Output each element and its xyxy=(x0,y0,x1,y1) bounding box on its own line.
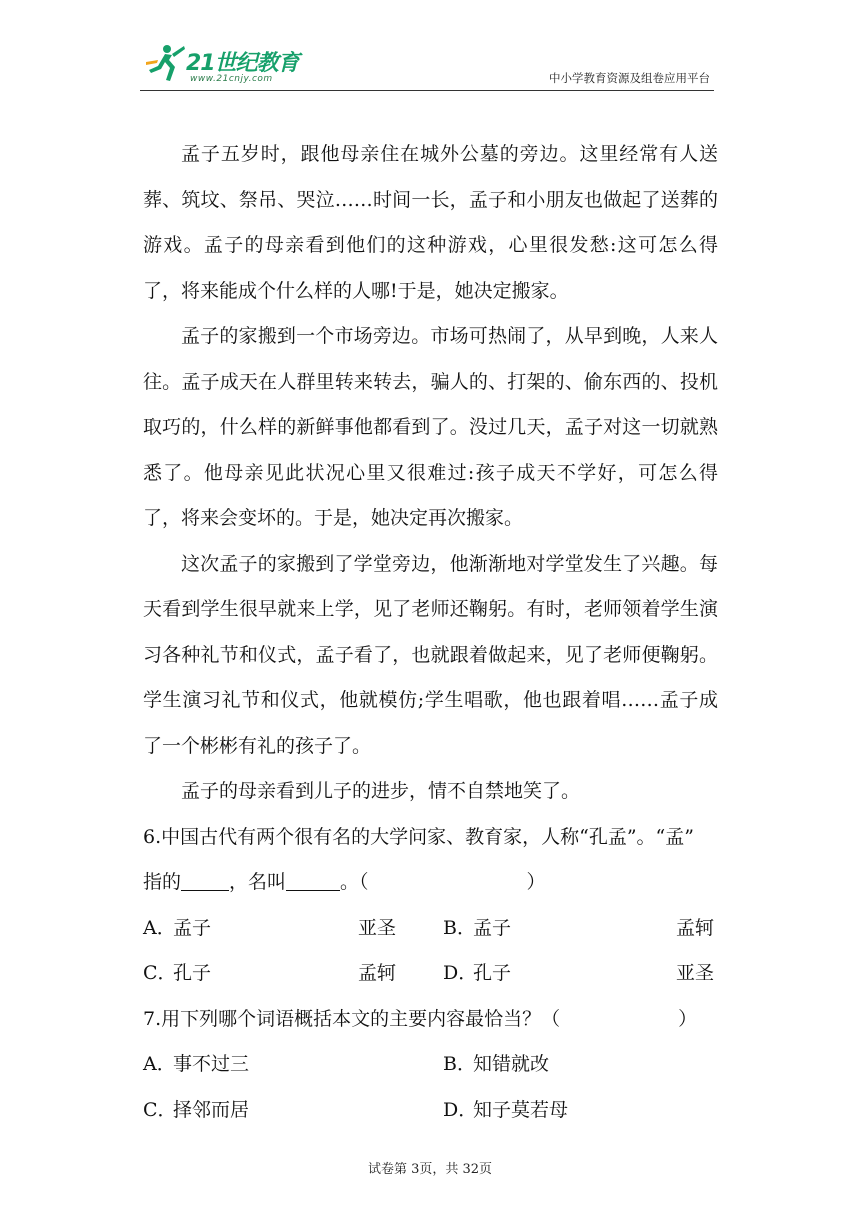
paragraph-1: 孟子五岁时，跟他母亲住在城外公墓的旁边。这里经常有人送葬、筑坟、祭吊、哭泣……时间一长，孟子和小朋友也做起了送葬的游戏。孟子的母亲看到他们的这种游戏，心里很发愁:这可怎么得了，将来能成个什么样的人哪!于是，她决定搬家。 xyxy=(143,143,718,302)
logo-text: 21世纪教育 xyxy=(186,51,299,76)
option-6a[interactable]: A． 孟子 亚圣 xyxy=(143,916,397,939)
q6-options-row-1 xyxy=(143,906,718,952)
q6-part2: ，名叫 xyxy=(229,871,287,893)
paragraph-3: 这次孟子的家搬到了学堂旁边，他渐渐地对学堂发生了兴趣。每天看到学生很早就来上学，见了老师还鞠躬。有时，老师领着学生演习各种礼节和仪式，孟子看了，也就跟着做起来，见了老师便鞠躬。学生演习礼节和仪式，他就模仿;学生唱歌，他也跟着唱……孟子成了一个彬彬有礼的孩子了。 xyxy=(143,552,718,757)
answer-blank-1[interactable] xyxy=(181,870,229,891)
option-6d[interactable]: D． 孔子 亚圣 xyxy=(443,962,715,984)
question-6 xyxy=(143,815,718,997)
option-7c[interactable]: C． 择邻而居 xyxy=(143,1098,250,1121)
q7-options-row-1 xyxy=(143,1042,718,1088)
runner-logo-icon xyxy=(140,40,188,88)
question-6-stem-line2 xyxy=(143,860,718,906)
q6-part4: ） xyxy=(526,871,546,893)
logo xyxy=(140,40,340,88)
answer-blank-2[interactable] xyxy=(286,870,340,891)
q6-part3: 。（ xyxy=(340,871,369,893)
question-7 xyxy=(143,997,718,1134)
q6-part1: 指的 xyxy=(143,871,182,893)
question-7-stem: 7.用下列哪个词语概括本文的主要内容最恰当？（ ） xyxy=(143,1007,698,1030)
document-body xyxy=(143,132,718,1133)
logo-url: www.21cnjy.com xyxy=(190,74,273,84)
option-6b[interactable]: B． 孟子 孟轲 xyxy=(443,916,715,939)
paragraph-2: 孟子的家搬到一个市场旁边。市场可热闹了，从早到晚，人来人往。孟子成天在人群里转来转去，骗人的、打架的、偷东西的、投机取巧的，什么样的新鲜事他都看到了。没过几天，孟子对这一切就熟悉了。他母亲见此状况心里又很难过:孩子成天不学好，可怎么得了，将来会变坏的。于是，她决定再次搬家。 xyxy=(143,325,718,529)
question-6-stem: 6.中国古代有两个很有名的大学问家、教育家，人称“孔孟”。“孟” xyxy=(143,825,694,848)
paragraph-4: 孟子的母亲看到儿子的进步，情不自禁地笑了。 xyxy=(181,780,581,802)
option-6c[interactable]: C． 孔子 孟轲 xyxy=(143,962,397,984)
option-7a[interactable]: A． 事不过三 xyxy=(143,1053,250,1075)
q6-options-row-2 xyxy=(143,951,718,997)
option-7b[interactable]: B． 知错就改 xyxy=(443,1053,550,1075)
page-header xyxy=(140,40,714,91)
option-7d[interactable]: D． 知子莫若母 xyxy=(443,1098,569,1121)
page-footer: 试卷第 3页，共 32页 xyxy=(367,1162,493,1177)
platform-label: 中小学教育资源及组卷应用平台 xyxy=(549,71,710,85)
q7-options-row-2 xyxy=(143,1088,718,1134)
